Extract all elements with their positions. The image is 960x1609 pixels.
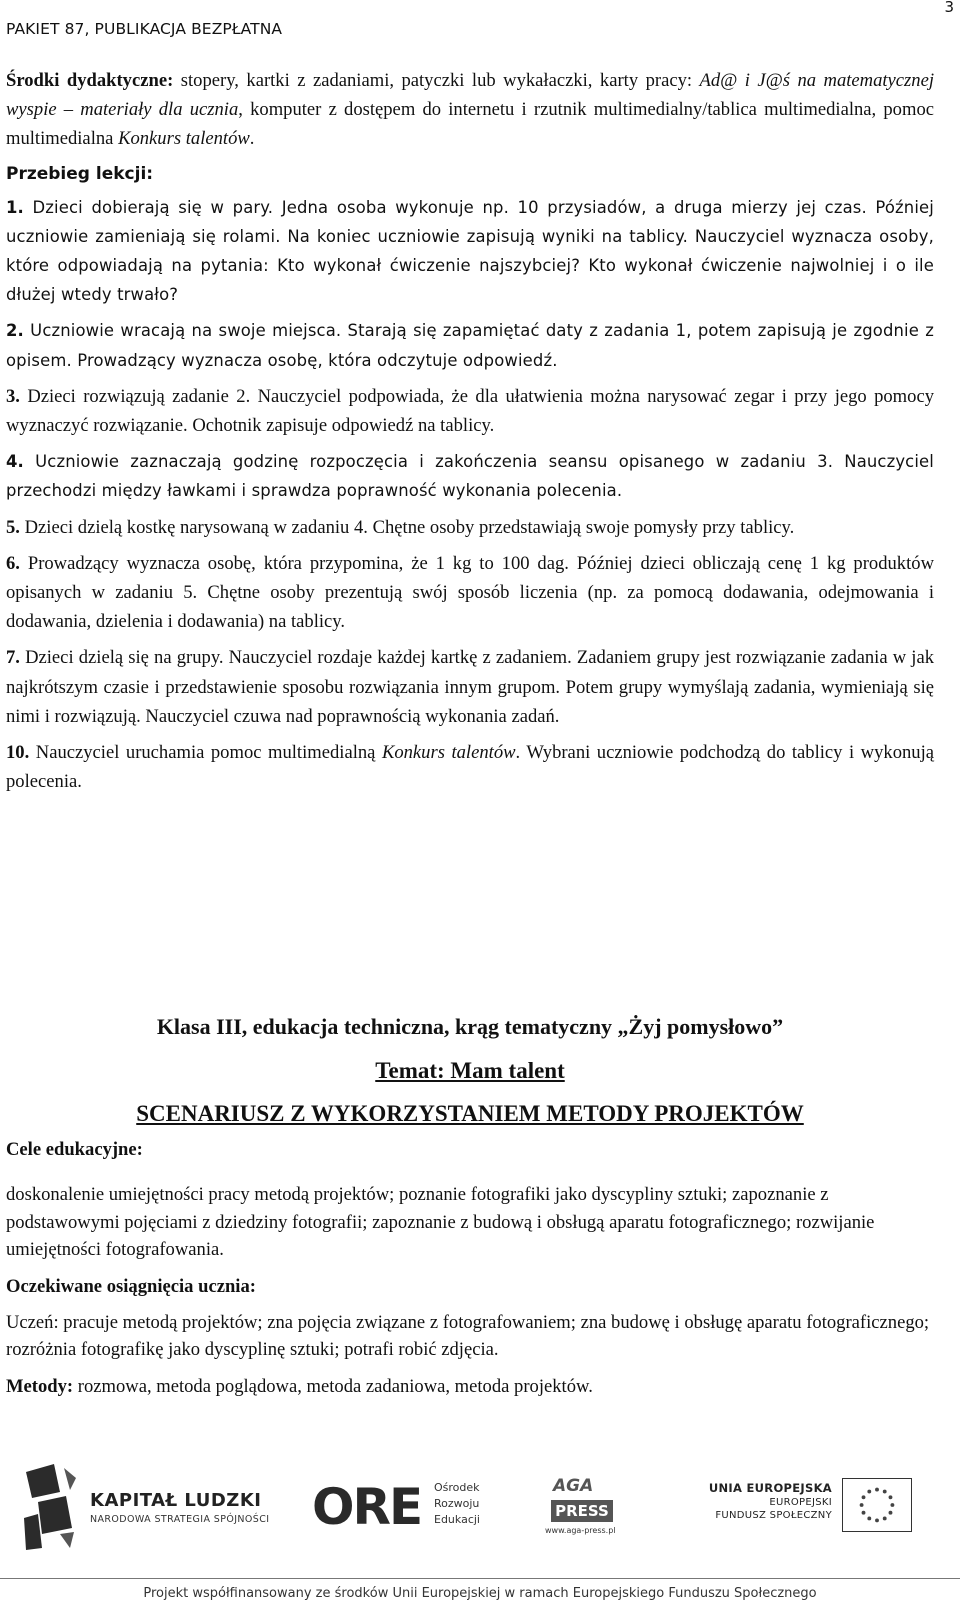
srodki-text-2: , komputer z dostępem do internetu i rzutnik multimedialny/tablica multimedialna, pomoc multimedialna bbox=[6, 99, 934, 150]
oczekiwane-label: Oczekiwane osiągnięcia ucznia: bbox=[6, 1275, 256, 1297]
eu-text bbox=[660, 1480, 832, 1522]
ore-word: ORE bbox=[312, 1478, 422, 1536]
step-number: 7. bbox=[6, 647, 20, 669]
step-6 bbox=[6, 549, 934, 637]
aga-url: www.aga-press.pl bbox=[545, 1526, 616, 1535]
step-number: 10. bbox=[6, 742, 30, 764]
kapital-ludzki-title: KAPITAŁ LUDZKI bbox=[90, 1490, 262, 1511]
srodki-text-1: stopery, kartki z zadaniami, patyczki lub wykałaczki, karty pracy: bbox=[173, 70, 700, 91]
running-header: PAKIET 87, PUBLIKACJA BEZPŁATNA bbox=[6, 20, 283, 38]
aga-press-box: PRESS bbox=[551, 1500, 613, 1522]
step-3 bbox=[6, 382, 934, 440]
step-text: Dzieci dzielą się na grupy. Nauczyciel rozdaje każdej kartkę z zadaniem. Zadaniem grupy jest rozwiązanie zadania w jak najkrótszym czasie i przedstawienie sposobu rozwiązania innym grupom. Potem grupy wymyślają zadania, wymieniają się nimi i rozwiązują. Nauczyciel czuwa nad poprawnością wykonania zadań. bbox=[6, 647, 934, 727]
step-text: Uczniowie zaznaczają godzinę rozpoczęcia i zakończenia seansu opisanego w zadaniu 3. Nauczyciel przechodzi między ławkami i sprawdza poprawność wykonania polecenia. bbox=[6, 452, 934, 501]
srodki-italic-2: Konkurs talentów bbox=[118, 128, 250, 150]
eu-logo bbox=[660, 1478, 940, 1558]
class-heading: Klasa III, edukacja techniczna, krąg tematyczny „Żyj pomysłowo” bbox=[156, 1014, 784, 1039]
scenario-section bbox=[6, 1012, 934, 1401]
metody-label: Metody: bbox=[6, 1375, 74, 1397]
step-7 bbox=[6, 643, 934, 731]
eu-line-1: UNIA EUROPEJSKA bbox=[708, 1481, 832, 1495]
metody-paragraph bbox=[6, 1372, 934, 1401]
przebieg-heading: Przebieg lekcji: bbox=[6, 163, 154, 184]
kapital-ludzki-subtitle: NARODOWA STRATEGIA SPÓJNOŚCI bbox=[90, 1514, 270, 1525]
step-text: Prowadzący wyznacza osobę, która przypomina, że 1 kg to 100 dag. Później dzieci obliczają cenę 1 kg produktów opisanych w zadaniu 5. Chętne osoby prezentują swój sposób liczenia (np. za pomocą dodawania, odejmowania i dodawania, dzielenia i dodawania) na tablicy. bbox=[6, 552, 934, 633]
step-1 bbox=[6, 193, 934, 310]
step-text-1: Nauczyciel uruchamia pomoc multimedialną bbox=[29, 742, 382, 764]
step-number: 4. bbox=[6, 452, 24, 472]
step-number: 1. bbox=[6, 197, 24, 217]
step-text: Dzieci dzielą kostkę narysowaną w zadaniu 4. Chętne osoby przedstawiają swoje pomysły przy tablicy. bbox=[19, 516, 795, 538]
metody-text: rozmowa, metoda poglądowa, metoda zadaniowa, metoda projektów. bbox=[73, 1375, 593, 1397]
step-number: 5. bbox=[6, 516, 20, 538]
srodki-label: Środki dydaktyczne: bbox=[6, 70, 174, 91]
step-number: 3. bbox=[6, 385, 20, 407]
aga-wordmark: AGA bbox=[553, 1476, 594, 1496]
srodki-italic-1: Ad@ i J@ś na matematycznej wyspie – materiały dla ucznia bbox=[6, 70, 935, 121]
step-italic: Konkurs talentów bbox=[381, 742, 516, 764]
footer-logos bbox=[0, 1462, 960, 1609]
eu-line-3: FUNDUSZ SPOŁECZNY bbox=[715, 1510, 832, 1521]
step-2 bbox=[6, 316, 934, 374]
step-10 bbox=[6, 738, 934, 796]
cele-label: Cele edukacyjne: bbox=[6, 1139, 143, 1160]
ore-side-line: Rozwoju bbox=[434, 1497, 480, 1510]
ore-side-line: Edukacji bbox=[434, 1513, 480, 1526]
footer-note: Projekt współfinansowany ze środków Unii Europejskiej w ramach Europejskiego Funduszu Społecznego bbox=[143, 1586, 817, 1601]
eu-flag-icon bbox=[842, 1478, 912, 1532]
scenario-title: SCENARIUSZ Z WYKORZYSTANIEM METODY PROJEKTÓW bbox=[136, 1101, 804, 1126]
ore-logo bbox=[312, 1478, 512, 1548]
srodki-text-3: . bbox=[249, 128, 255, 150]
lesson-content bbox=[6, 66, 934, 796]
ore-side-text bbox=[434, 1480, 480, 1528]
srodki-paragraph bbox=[6, 66, 934, 154]
step-text: Dzieci rozwiązują zadanie 2. Nauczyciel podpowiada, że dla ułatwienia można narysować zegar i przy jego pomocy wyznaczyć rozwiązanie. Ochotnik zapisuje odpowiedź na tablicy. bbox=[6, 385, 934, 437]
kapital-ludzki-logo bbox=[20, 1462, 290, 1557]
step-text: Uczniowie wracają na swoje miejsca. Starają się zapamiętać daty z zadania 1, potem zapisują je zgodnie z opisem. Prowadzący wyznacza osobę, która odczytuje odpowiedź. bbox=[6, 321, 934, 370]
step-number: 6. bbox=[6, 552, 20, 574]
cele-text: doskonalenie umiejętności pracy metodą projektów; poznanie fotografiki jako dyscypliny sztuki; zapoznanie z podstawowymi pojęciami z dziedziny fotografii; zapoznanie z budową i obsługą aparatu fotograficznego; rozwijanie umiejętności fotografowania. bbox=[6, 1184, 875, 1261]
oczekiwane-text: Uczeń: pracuje metodą projektów; zna pojęcia związane z fotografowaniem; zna budowę i obsługę aparatu fotograficznego; rozróżnia fotografikę jako dyscyplinę sztuki; potrafi robić zdjęcia. bbox=[6, 1311, 930, 1361]
step-5 bbox=[6, 513, 934, 542]
step-text: Dzieci dobierają się w pary. Jedna osoba wykonuje np. 10 przysiadów, a druga mierzy jej czas. Później uczniowie zamieniają się rolami. Na koniec uczniowie zapisują wyniki na tablicy. Nauczyciel wyznacza osoby, które odpowiadają na pytania: Kto wykonał ćwiczenie najszybciej? Kto wykonał ćwiczenie najwolniej i o ile dłużej wtedy trwało? bbox=[6, 197, 934, 305]
topic-heading: Temat: Mam talent bbox=[375, 1058, 565, 1083]
ore-side-line: Ośrodek bbox=[434, 1481, 480, 1494]
step-number: 2. bbox=[6, 321, 24, 341]
step-4 bbox=[6, 447, 934, 505]
kapital-ludzki-mark-icon bbox=[20, 1462, 80, 1552]
aga-press-logo bbox=[545, 1476, 625, 1551]
footer-divider bbox=[0, 1578, 960, 1579]
step-text-2: . Wybrani uczniowie podchodzą do tablicy i wykonują polecenia. bbox=[6, 742, 935, 793]
page-number: 3 bbox=[944, 0, 954, 16]
eu-line-2: EUROPEJSKI bbox=[769, 1497, 832, 1508]
